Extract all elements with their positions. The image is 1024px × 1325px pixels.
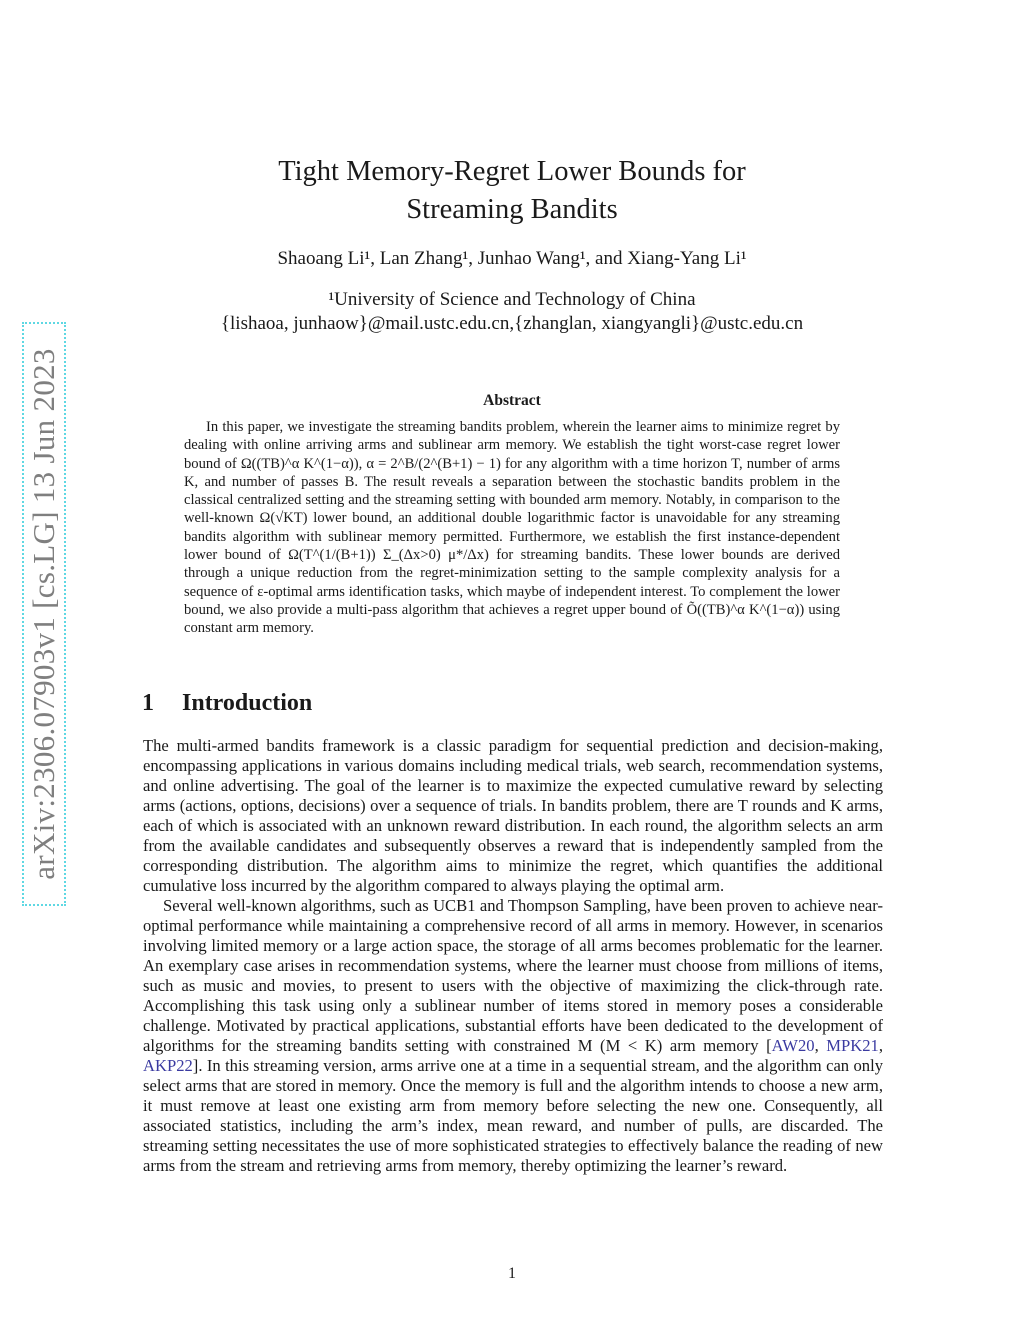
intro-p2-text-before: Several well-known algorithms, such as UCB1 and Thompson Sampling, have been proven to achieve near-optimal performance while maintaining a comprehensive record of all arms in memory. However, in scenarios involving limited memory or a large action space, the storage of all arms becomes problematic for the learner. An exemplary case arises in recommendation systems, where the learner must choose from millions of items, such as music and movies, to present to users with the objective of maximizing the click-through rate. Accomplishing this task using only a sublinear number of items stored in memory poses a considerable challenge. Motivated by practical applications, substantial efforts have been dedicated to the development of algorithms for the streaming bandits setting with constrained M (M < K) arm memory [ <box>143 896 883 1055</box>
abstract-heading: Abstract <box>483 392 541 409</box>
introduction-body <box>143 736 883 1176</box>
section-number: 1 <box>142 690 154 716</box>
intro-p2-text-after: ]. In this streaming version, arms arrive one at a time in a sequential stream, and the algorithm can only select arms that are stored in memory. Once the memory is full and the algorithm intends to choose a new arm, it must remove at least one existing arm from memory before selecting the new one. Consequently, all associated statistics, including the arm’s index, mean reward, and number of pulls, are discarded. The streaming setting necessitates the use of more sophisticated strategies to effectively balance the reading of new arms from the stream and retrieving arms from memory, thereby optimizing the learner’s reward. <box>143 1056 883 1175</box>
author-list: Shaoang Li¹, Lan Zhang¹, Junhao Wang¹, and Xiang-Yang Li¹ <box>277 248 747 269</box>
affiliation <box>140 288 884 336</box>
affiliation-institution: ¹University of Science and Technology of China <box>328 289 696 310</box>
page-number: 1 <box>508 1265 516 1282</box>
intro-paragraph-2: Several well-known algorithms, such as UCB1 and Thompson Sampling, have been proven to achieve near-optimal performance while maintaining a comprehensive record of all arms in memory. However, in scenarios involving limited memory or a large action space, the storage of all arms becomes problematic for the learner. An exemplary case arises in recommendation systems, where the learner must choose from millions of items, such as music and movies, to present to users with the objective of maximizing the click-through rate. Accomplishing this task using only a sublinear number of items stored in memory poses a considerable challenge. Motivated by practical applications, substantial efforts have been dedicated to the development of algorithms for the streaming bandits setting with constrained M (M < K) arm memory [AW20, MPK21, AKP22]. In this streaming version, arms arrive one at a time in a sequential stream, and the algorithm can only select arms that are stored in memory. Once the memory is full and the algorithm intends to choose a new arm, it must remove at least one existing arm from memory before selecting the new one. Consequently, all associated statistics, including the arm’s index, mean reward, and number of pulls, are discarded. The streaming setting necessitates the use of more sophisticated strategies to effectively balance the reading of new arms from the stream and retrieving arms from memory, thereby optimizing the learner’s reward. <box>143 896 883 1175</box>
abstract-body <box>184 418 840 638</box>
section-heading <box>142 690 312 717</box>
section-title: Introduction <box>182 690 313 716</box>
abstract-paragraph: In this paper, we investigate the streaming bandits problem, wherein the learner aims to minimize regret by dealing with online arriving arms and sublinear arm memory. We establish the tight worst-case regret lower bound of Ω((TB)^α K^(1−α)), α = 2^B/(2^(B+1) − 1) for any algorithm with a time horizon T, number of arms K, and number of passes B. The result reveals a separation between the stochastic bandits problem in the classical centralized setting and the streaming setting with bounded arm memory. Notably, in comparison to the well-known Ω(√KT) lower bound, an additional double logarithmic factor is unavoidable for any streaming bandits algorithm with sublinear memory permitted. Furthermore, we establish the first instance-dependent lower bound of Ω(T^(1/(B+1)) Σ_(Δx>0) μ*/Δx) for streaming bandits. These lower bounds are derived through a unique reduction from the regret-minimization setting to the sample complexity analysis for a sequence of ε-optimal arms identification tasks, which maybe of independent interest. To complement the lower bound, we also provide a multi-pass algorithm that achieves a regret upper bound of Õ((TB)^α K^(1−α)) using constant arm memory. <box>184 419 840 637</box>
citation-link-mpk21[interactable]: MPK21 <box>826 1036 879 1055</box>
intro-paragraph-1: The multi-armed bandits framework is a classic paradigm for sequential prediction and decision-making, encompassing applications in various domains including medical trials, web search, recommendation systems, and online advertising. The goal of the learner is to maximize the expected cumulative reward by selecting arms (actions, options, decisions) over a sequence of trials. In bandits problem, there are T rounds and K arms, each of which is associated with an unknown reward distribution. In each round, the algorithm selects an arm from the available candidates and subsequently observes a reward that is independently sampled from the corresponding distribution. The algorithm aims to minimize the regret, which quantifies the additional cumulative loss incurred by the algorithm compared to always playing the optimal arm. <box>143 736 883 895</box>
affiliation-emails: {lishaoa, junhaow}@mail.ustc.edu.cn,{zhanglan, xiangyangli}@ustc.edu.cn <box>220 313 804 334</box>
paper-title <box>140 153 884 229</box>
title-line-1: Tight Memory-Regret Lower Bounds for <box>278 156 746 187</box>
citation-link-aw20[interactable]: AW20 <box>771 1036 815 1055</box>
arxiv-identifier[interactable]: arXiv:2306.07903v1 [cs.LG] 13 Jun 2023 <box>26 348 61 880</box>
title-line-2: Streaming Bandits <box>406 194 618 225</box>
citation-link-akp22[interactable]: AKP22 <box>143 1056 193 1075</box>
